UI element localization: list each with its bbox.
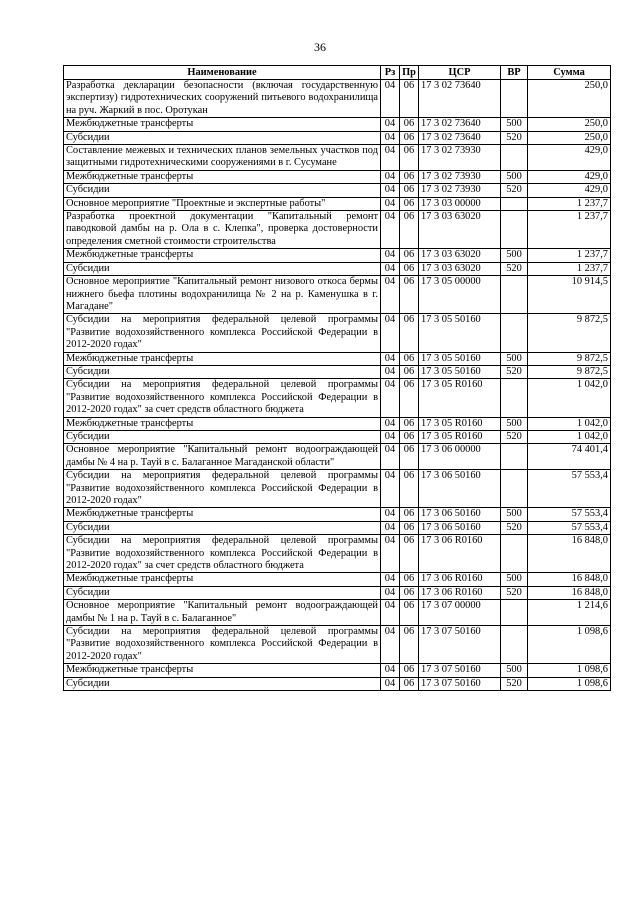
cell-name: Субсидии на мероприятия федеральной целевой программы "Развитие водохозяйственного комплекса Российской Федерации в 2012-2020 годах": [64, 314, 381, 352]
cell-pr: 06: [400, 470, 419, 508]
cell-rz: 04: [381, 211, 400, 249]
cell-sum: 250,0: [528, 118, 611, 131]
cell-rz: 04: [381, 365, 400, 378]
cell-pr: 06: [400, 184, 419, 197]
table-row: [64, 131, 611, 144]
cell-sum: 9 872,5: [528, 352, 611, 365]
cell-csr: 17 3 03 63020: [419, 249, 501, 262]
cell-vr: 500: [501, 508, 528, 521]
cell-csr: 17 3 05 R0160: [419, 417, 501, 430]
cell-sum: 57 553,4: [528, 470, 611, 508]
cell-vr: 520: [501, 677, 528, 690]
table-row: [64, 470, 611, 508]
table-row: [64, 444, 611, 470]
cell-vr: 520: [501, 586, 528, 599]
cell-rz: 04: [381, 470, 400, 508]
cell-vr: [501, 314, 528, 352]
cell-csr: 17 3 07 50160: [419, 664, 501, 677]
cell-pr: 06: [400, 197, 419, 210]
cell-sum: 1 237,7: [528, 197, 611, 210]
cell-name: Основное мероприятие "Капитальный ремонт водоограждающей дамбы № 1 на р. Тауй в с. Балаганное": [64, 600, 381, 626]
cell-vr: 500: [501, 352, 528, 365]
cell-csr: 17 3 05 00000: [419, 276, 501, 314]
table-header-row: [64, 66, 611, 80]
table-row: [64, 197, 611, 210]
table-body: [64, 80, 611, 691]
cell-rz: 04: [381, 600, 400, 626]
cell-pr: 06: [400, 145, 419, 171]
cell-pr: 06: [400, 508, 419, 521]
cell-rz: 04: [381, 626, 400, 664]
cell-pr: 06: [400, 573, 419, 586]
cell-name: Межбюджетные трансферты: [64, 249, 381, 262]
cell-vr: [501, 626, 528, 664]
cell-sum: 57 553,4: [528, 521, 611, 534]
cell-csr: 17 3 02 73930: [419, 145, 501, 171]
cell-sum: 1 237,7: [528, 211, 611, 249]
cell-rz: 04: [381, 170, 400, 183]
cell-sum: 16 848,0: [528, 573, 611, 586]
cell-csr: 17 3 06 R0160: [419, 573, 501, 586]
cell-csr: 17 3 03 00000: [419, 197, 501, 210]
cell-csr: 17 3 02 73640: [419, 131, 501, 144]
cell-name: Межбюджетные трансферты: [64, 170, 381, 183]
cell-name: Межбюджетные трансферты: [64, 508, 381, 521]
cell-pr: 06: [400, 664, 419, 677]
table-row: [64, 145, 611, 171]
cell-rz: 04: [381, 508, 400, 521]
cell-name: Субсидии на мероприятия федеральной целевой программы "Развитие водохозяйственного комплекса Российской Федерации в 2012-2020 годах" за счет средств областного бюджета: [64, 379, 381, 417]
cell-name: Субсидии: [64, 262, 381, 275]
cell-sum: 1 042,0: [528, 430, 611, 443]
table-row: [64, 276, 611, 314]
cell-vr: [501, 470, 528, 508]
column-header-vr: ВР: [501, 66, 528, 80]
table-row: [64, 586, 611, 599]
cell-vr: 520: [501, 430, 528, 443]
cell-name: Межбюджетные трансферты: [64, 118, 381, 131]
cell-pr: 06: [400, 535, 419, 573]
cell-rz: 04: [381, 586, 400, 599]
cell-sum: 429,0: [528, 145, 611, 171]
cell-vr: [501, 80, 528, 118]
cell-rz: 04: [381, 521, 400, 534]
cell-csr: 17 3 05 50160: [419, 365, 501, 378]
column-header-sum: Сумма: [528, 66, 611, 80]
cell-name: Субсидии: [64, 365, 381, 378]
cell-vr: [501, 197, 528, 210]
table-row: [64, 417, 611, 430]
cell-rz: 04: [381, 249, 400, 262]
page-number: 36: [314, 40, 326, 54]
cell-csr: 17 3 05 R0160: [419, 430, 501, 443]
cell-name: Субсидии: [64, 521, 381, 534]
table-row: [64, 573, 611, 586]
table-row: [64, 365, 611, 378]
cell-vr: 520: [501, 521, 528, 534]
cell-csr: 17 3 02 73640: [419, 80, 501, 118]
cell-csr: 17 3 06 00000: [419, 444, 501, 470]
cell-csr: 17 3 07 50160: [419, 626, 501, 664]
cell-pr: 06: [400, 600, 419, 626]
cell-vr: 500: [501, 249, 528, 262]
cell-name: Субсидии на мероприятия федеральной целевой программы "Развитие водохозяйственного комплекса Российской Федерации в 2012-2020 годах": [64, 626, 381, 664]
cell-rz: 04: [381, 664, 400, 677]
cell-pr: 06: [400, 170, 419, 183]
cell-sum: 1 237,7: [528, 262, 611, 275]
cell-pr: 06: [400, 365, 419, 378]
cell-vr: 520: [501, 262, 528, 275]
cell-pr: 06: [400, 80, 419, 118]
cell-vr: 500: [501, 417, 528, 430]
cell-rz: 04: [381, 145, 400, 171]
table-row: [64, 535, 611, 573]
cell-vr: 500: [501, 170, 528, 183]
cell-sum: 1 098,6: [528, 664, 611, 677]
cell-vr: 500: [501, 664, 528, 677]
cell-pr: 06: [400, 352, 419, 365]
cell-rz: 04: [381, 379, 400, 417]
cell-pr: 06: [400, 131, 419, 144]
cell-rz: 04: [381, 314, 400, 352]
cell-vr: [501, 535, 528, 573]
cell-pr: 06: [400, 417, 419, 430]
cell-name: Субсидии: [64, 677, 381, 690]
cell-name: Субсидии: [64, 184, 381, 197]
cell-vr: 500: [501, 573, 528, 586]
cell-vr: [501, 145, 528, 171]
cell-pr: 06: [400, 521, 419, 534]
cell-rz: 04: [381, 535, 400, 573]
cell-sum: 9 872,5: [528, 365, 611, 378]
cell-name: Разработка декларации безопасности (включая государственную экспертизу) гидротехнических сооружений питьевого водохранилища на руч. Жаркий в пос. Оротукан: [64, 80, 381, 118]
cell-vr: 520: [501, 184, 528, 197]
cell-sum: 1 042,0: [528, 379, 611, 417]
cell-rz: 04: [381, 262, 400, 275]
cell-sum: 9 872,5: [528, 314, 611, 352]
cell-sum: 1 042,0: [528, 417, 611, 430]
cell-vr: 520: [501, 131, 528, 144]
table-row: [64, 508, 611, 521]
cell-rz: 04: [381, 131, 400, 144]
cell-pr: 06: [400, 262, 419, 275]
cell-rz: 04: [381, 118, 400, 131]
table-row: [64, 430, 611, 443]
cell-csr: 17 3 05 50160: [419, 314, 501, 352]
cell-rz: 04: [381, 677, 400, 690]
cell-name: Субсидии: [64, 131, 381, 144]
column-header-rz: Рз: [381, 66, 400, 80]
column-header-name: Наименование: [64, 66, 381, 80]
cell-name: Субсидии: [64, 586, 381, 599]
table-row: [64, 249, 611, 262]
cell-name: Межбюджетные трансферты: [64, 664, 381, 677]
cell-sum: 1 237,7: [528, 249, 611, 262]
cell-pr: 06: [400, 379, 419, 417]
cell-sum: 250,0: [528, 80, 611, 118]
cell-pr: 06: [400, 586, 419, 599]
cell-pr: 06: [400, 430, 419, 443]
column-header-pr: Пр: [400, 66, 419, 80]
cell-pr: 06: [400, 626, 419, 664]
table-row: [64, 677, 611, 690]
cell-rz: 04: [381, 184, 400, 197]
table-row: [64, 262, 611, 275]
cell-vr: [501, 211, 528, 249]
cell-rz: 04: [381, 444, 400, 470]
cell-pr: 06: [400, 118, 419, 131]
table-row: [64, 314, 611, 352]
cell-rz: 04: [381, 197, 400, 210]
cell-sum: 429,0: [528, 170, 611, 183]
cell-csr: 17 3 02 73930: [419, 184, 501, 197]
cell-csr: 17 3 07 00000: [419, 600, 501, 626]
cell-vr: 500: [501, 118, 528, 131]
cell-vr: [501, 276, 528, 314]
table-row: [64, 118, 611, 131]
cell-pr: 06: [400, 444, 419, 470]
cell-sum: 57 553,4: [528, 508, 611, 521]
cell-name: Разработка проектной документации "Капитальный ремонт паводковой дамбы на р. Ола в с. Клепка", проверка достоверности определения сметной стоимости строительства: [64, 211, 381, 249]
cell-csr: 17 3 07 50160: [419, 677, 501, 690]
cell-pr: 06: [400, 211, 419, 249]
cell-csr: 17 3 06 50160: [419, 508, 501, 521]
cell-rz: 04: [381, 573, 400, 586]
cell-csr: 17 3 02 73640: [419, 118, 501, 131]
cell-csr: 17 3 02 73930: [419, 170, 501, 183]
cell-vr: [501, 600, 528, 626]
cell-name: Основное мероприятие "Капитальный ремонт водоограждающей дамбы № 4 на р. Тауй в с. Балаганное Магаданской области": [64, 444, 381, 470]
cell-sum: 1 214,6: [528, 600, 611, 626]
table-row: [64, 521, 611, 534]
cell-sum: 429,0: [528, 184, 611, 197]
cell-name: Межбюджетные трансферты: [64, 417, 381, 430]
cell-csr: 17 3 05 R0160: [419, 379, 501, 417]
table-row: [64, 626, 611, 664]
cell-csr: 17 3 03 63020: [419, 211, 501, 249]
cell-sum: 1 098,6: [528, 626, 611, 664]
cell-pr: 06: [400, 249, 419, 262]
cell-rz: 04: [381, 430, 400, 443]
cell-name: Субсидии на мероприятия федеральной целевой программы "Развитие водохозяйственного комплекса Российской Федерации в 2012-2020 годах": [64, 470, 381, 508]
table-row: [64, 600, 611, 626]
cell-csr: 17 3 06 R0160: [419, 586, 501, 599]
cell-pr: 06: [400, 276, 419, 314]
cell-pr: 06: [400, 677, 419, 690]
cell-rz: 04: [381, 417, 400, 430]
cell-rz: 04: [381, 276, 400, 314]
cell-name: Основное мероприятие "Проектные и экспертные работы": [64, 197, 381, 210]
cell-csr: 17 3 03 63020: [419, 262, 501, 275]
cell-sum: 250,0: [528, 131, 611, 144]
table-row: [64, 352, 611, 365]
cell-name: Субсидии: [64, 430, 381, 443]
table-row: [64, 379, 611, 417]
cell-vr: 520: [501, 365, 528, 378]
table-row: [64, 170, 611, 183]
cell-pr: 06: [400, 314, 419, 352]
budget-table: [63, 65, 611, 691]
cell-vr: [501, 379, 528, 417]
table-row: [64, 80, 611, 118]
cell-rz: 04: [381, 352, 400, 365]
cell-vr: [501, 444, 528, 470]
cell-sum: 74 401,4: [528, 444, 611, 470]
cell-sum: 16 848,0: [528, 535, 611, 573]
cell-name: Субсидии на мероприятия федеральной целевой программы "Развитие водохозяйственного комплекса Российской Федерации в 2012-2020 годах" за счет средств областного бюджета: [64, 535, 381, 573]
cell-name: Межбюджетные трансферты: [64, 573, 381, 586]
cell-name: Составление межевых и технических планов земельных участков под защитными гидротехническими сооружениями в г. Сусумане: [64, 145, 381, 171]
table-row: [64, 211, 611, 249]
cell-sum: 1 098,6: [528, 677, 611, 690]
column-header-csr: ЦСР: [419, 66, 501, 80]
cell-csr: 17 3 06 50160: [419, 521, 501, 534]
cell-sum: 10 914,5: [528, 276, 611, 314]
cell-name: Межбюджетные трансферты: [64, 352, 381, 365]
table-row: [64, 184, 611, 197]
cell-name: Основное мероприятие "Капитальный ремонт низового откоса бермы нижнего бьефа плотины водохранилища № 2 на р. Каменушка в г. Магадане": [64, 276, 381, 314]
cell-rz: 04: [381, 80, 400, 118]
cell-csr: 17 3 06 R0160: [419, 535, 501, 573]
cell-sum: 16 848,0: [528, 586, 611, 599]
table-row: [64, 664, 611, 677]
cell-csr: 17 3 05 50160: [419, 352, 501, 365]
cell-csr: 17 3 06 50160: [419, 470, 501, 508]
